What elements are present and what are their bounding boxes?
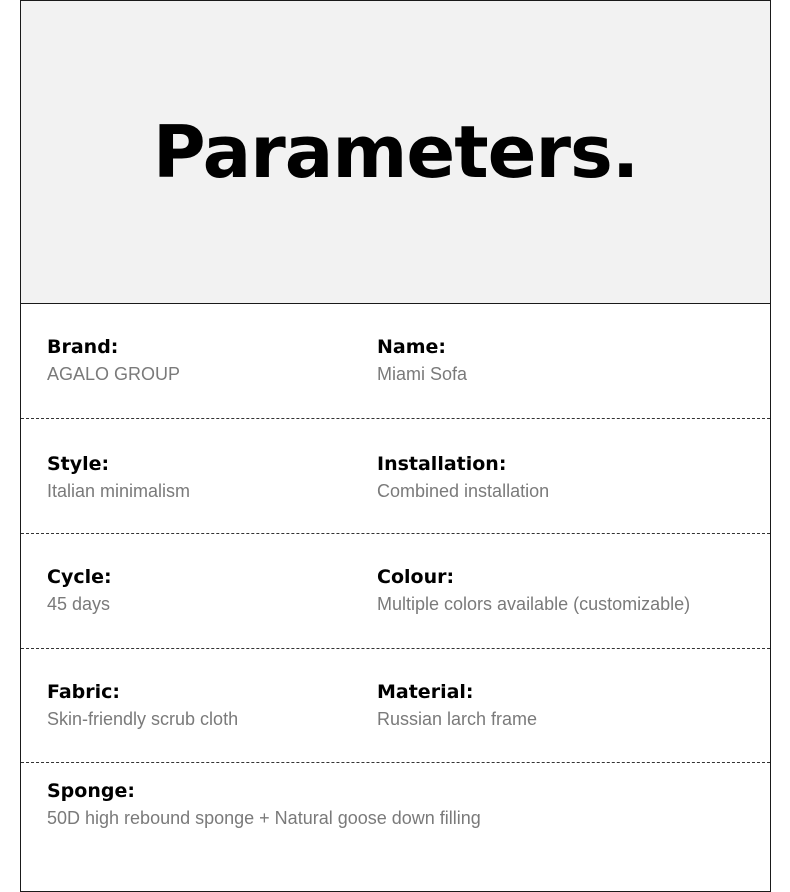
spec-value: Combined installation [377, 481, 550, 501]
spec-brand [47, 335, 180, 386]
spec-value: 50D high rebound sponge + Natural goose down filling [47, 808, 481, 828]
spec-row-brand-name [21, 304, 770, 419]
spec-row-cycle-colour [21, 534, 770, 649]
parameters-header [21, 1, 770, 304]
spec-value: Italian minimalism [47, 481, 191, 501]
spec-label: Sponge: [47, 780, 135, 802]
spec-value: Miami Sofa [377, 364, 468, 384]
spec-style [47, 452, 190, 503]
spec-row-style-installation [21, 419, 770, 534]
spec-colour [377, 565, 690, 616]
spec-value: Multiple colors available (customizable) [377, 594, 691, 614]
spec-name [377, 335, 467, 386]
spec-label: Material: [377, 681, 474, 703]
spec-material [377, 680, 537, 731]
spec-label: Style: [47, 453, 110, 475]
spec-value: Skin-friendly scrub cloth [47, 709, 239, 729]
spec-sponge [47, 779, 481, 830]
spec-value: Russian larch frame [377, 709, 538, 729]
spec-value: AGALO GROUP [47, 364, 181, 384]
spec-fabric [47, 680, 238, 731]
spec-row-sponge [21, 763, 770, 891]
spec-value: 45 days [47, 594, 111, 614]
spec-label: Fabric: [47, 681, 121, 703]
page-title: Parameters. [152, 110, 639, 194]
parameters-panel [20, 0, 771, 892]
spec-cycle [47, 565, 112, 616]
spec-label: Brand: [47, 336, 119, 358]
spec-label: Colour: [377, 566, 455, 588]
spec-row-fabric-material [21, 649, 770, 763]
spec-label: Cycle: [47, 566, 112, 588]
spec-label: Installation: [377, 453, 507, 475]
spec-label: Name: [377, 336, 447, 358]
spec-installation [377, 452, 549, 503]
